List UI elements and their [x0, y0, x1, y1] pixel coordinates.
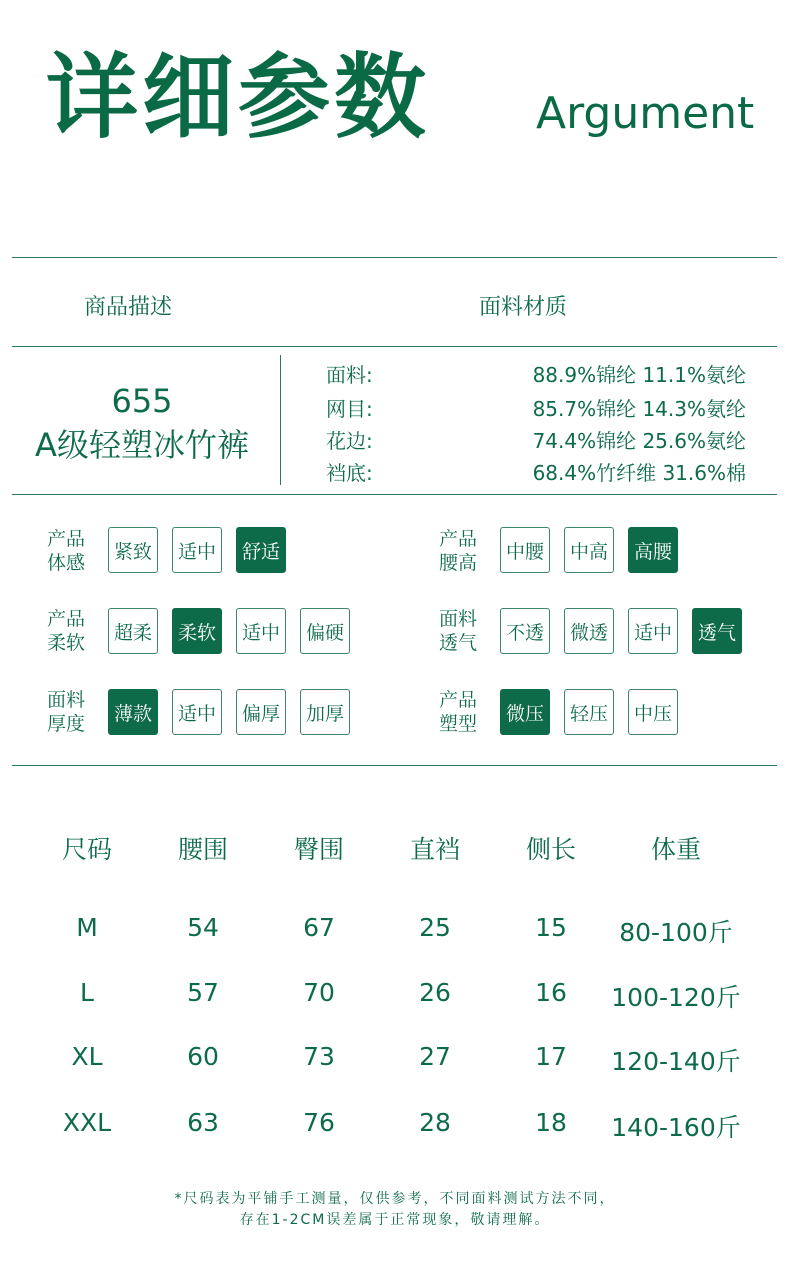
- footnote-line-2: 存在1-2CM误差属于正常现象，敬请理解。: [239, 1212, 551, 1228]
- attr-label-waist: 产品 腰高: [439, 528, 478, 574]
- material-value: 88.9%锦纶 11.1%氨纶: [532, 363, 746, 387]
- option-breath-slight[interactable]: 微透: [564, 608, 614, 654]
- size-cell: 26: [419, 978, 451, 1007]
- header-product-desc: 商品描述: [84, 295, 173, 320]
- size-col-header: 腰围: [177, 835, 228, 864]
- material-label: 花边:: [326, 429, 373, 453]
- material-value: 85.7%锦纶 14.3%氨纶: [532, 397, 746, 421]
- size-cell: 18: [535, 1108, 567, 1137]
- attr-label-softness: 产品 柔软: [47, 608, 86, 654]
- size-cell: 70: [303, 978, 335, 1007]
- material-row: [326, 457, 746, 487]
- size-cell: 15: [535, 913, 567, 942]
- footnote-line-1: *尺码表为平铺手工测量，仅供参考，不同面料测试方法不同，: [174, 1191, 616, 1207]
- attr-label-feel: 产品 体感: [47, 528, 86, 574]
- option-soft-soft[interactable]: 柔软: [172, 608, 222, 654]
- size-cell: 17: [535, 1042, 567, 1071]
- divider-header: [12, 346, 777, 347]
- size-col-header: 尺码: [61, 835, 112, 864]
- page-subtitle: Argument: [536, 88, 755, 139]
- size-cell: 60: [187, 1042, 219, 1071]
- material-value: 68.4%竹纤维 31.6%棉: [532, 461, 746, 485]
- option-soft-medium[interactable]: 适中: [236, 608, 286, 654]
- option-shape-light[interactable]: 轻压: [564, 689, 614, 735]
- size-cell: 100-120斤: [611, 983, 741, 1012]
- material-label: 网目:: [326, 397, 373, 421]
- size-cell: 67: [303, 913, 335, 942]
- divider-top: [12, 257, 777, 258]
- size-col-header: 体重: [650, 835, 701, 864]
- option-waist-midhigh[interactable]: 中高: [564, 527, 614, 573]
- product-name: A级轻塑冰竹裤: [35, 426, 249, 464]
- size-cell: XXL: [62, 1108, 112, 1137]
- header-material: 面料材质: [479, 295, 568, 320]
- attr-label-breathable: 面料 透气: [439, 608, 478, 654]
- option-soft-hard[interactable]: 偏硬: [300, 608, 350, 654]
- size-cell: M: [76, 913, 98, 942]
- option-shape-micro[interactable]: 微压: [500, 689, 550, 735]
- size-cell: 63: [187, 1108, 219, 1137]
- option-thick-thick[interactable]: 偏厚: [236, 689, 286, 735]
- divider-materials: [12, 494, 777, 495]
- size-cell: 16: [535, 978, 567, 1007]
- option-waist-high[interactable]: 高腰: [628, 527, 678, 573]
- option-breath-medium[interactable]: 适中: [628, 608, 678, 654]
- option-feel-comfort[interactable]: 舒适: [236, 527, 286, 573]
- size-cell: 73: [303, 1042, 335, 1071]
- material-row: [326, 393, 746, 423]
- material-value: 74.4%锦纶 25.6%氨纶: [532, 429, 746, 453]
- attr-label-shaping: 产品 塑型: [439, 689, 478, 735]
- material-label: 面料:: [326, 363, 373, 387]
- option-breath-none[interactable]: 不透: [500, 608, 550, 654]
- option-breath-breathable[interactable]: 透气: [692, 608, 742, 654]
- size-cell: 28: [419, 1108, 451, 1137]
- option-thick-medium[interactable]: 适中: [172, 689, 222, 735]
- divider-attributes: [12, 765, 777, 766]
- size-cell: 54: [187, 913, 219, 942]
- size-cell: 27: [419, 1042, 451, 1071]
- material-label: 裆底:: [326, 461, 373, 485]
- page-title: 详细参数: [46, 44, 431, 151]
- material-row: [326, 359, 746, 389]
- size-cell: 76: [303, 1108, 335, 1137]
- option-shape-medium[interactable]: 中压: [628, 689, 678, 735]
- option-feel-medium[interactable]: 适中: [172, 527, 222, 573]
- size-col-header: 臀围: [293, 835, 344, 864]
- size-cell: 80-100斤: [619, 918, 733, 947]
- option-waist-mid[interactable]: 中腰: [500, 527, 550, 573]
- product-code: 655: [111, 382, 173, 420]
- size-cell: L: [80, 978, 94, 1007]
- attr-label-thickness: 面料 厚度: [47, 689, 86, 735]
- option-soft-super[interactable]: 超柔: [108, 608, 158, 654]
- option-feel-tight[interactable]: 紧致: [108, 527, 158, 573]
- size-col-header: 侧长: [525, 835, 576, 864]
- option-thick-thin[interactable]: 薄款: [108, 689, 158, 735]
- size-cell: 25: [419, 913, 451, 942]
- size-cell: 57: [187, 978, 219, 1007]
- size-cell: 140-160斤: [611, 1113, 741, 1142]
- size-cell: 120-140斤: [611, 1047, 741, 1076]
- size-col-header: 直裆: [409, 835, 460, 864]
- material-row: [326, 425, 746, 455]
- divider-vertical: [280, 355, 281, 485]
- size-cell: XL: [71, 1042, 103, 1071]
- option-thick-extra[interactable]: 加厚: [300, 689, 350, 735]
